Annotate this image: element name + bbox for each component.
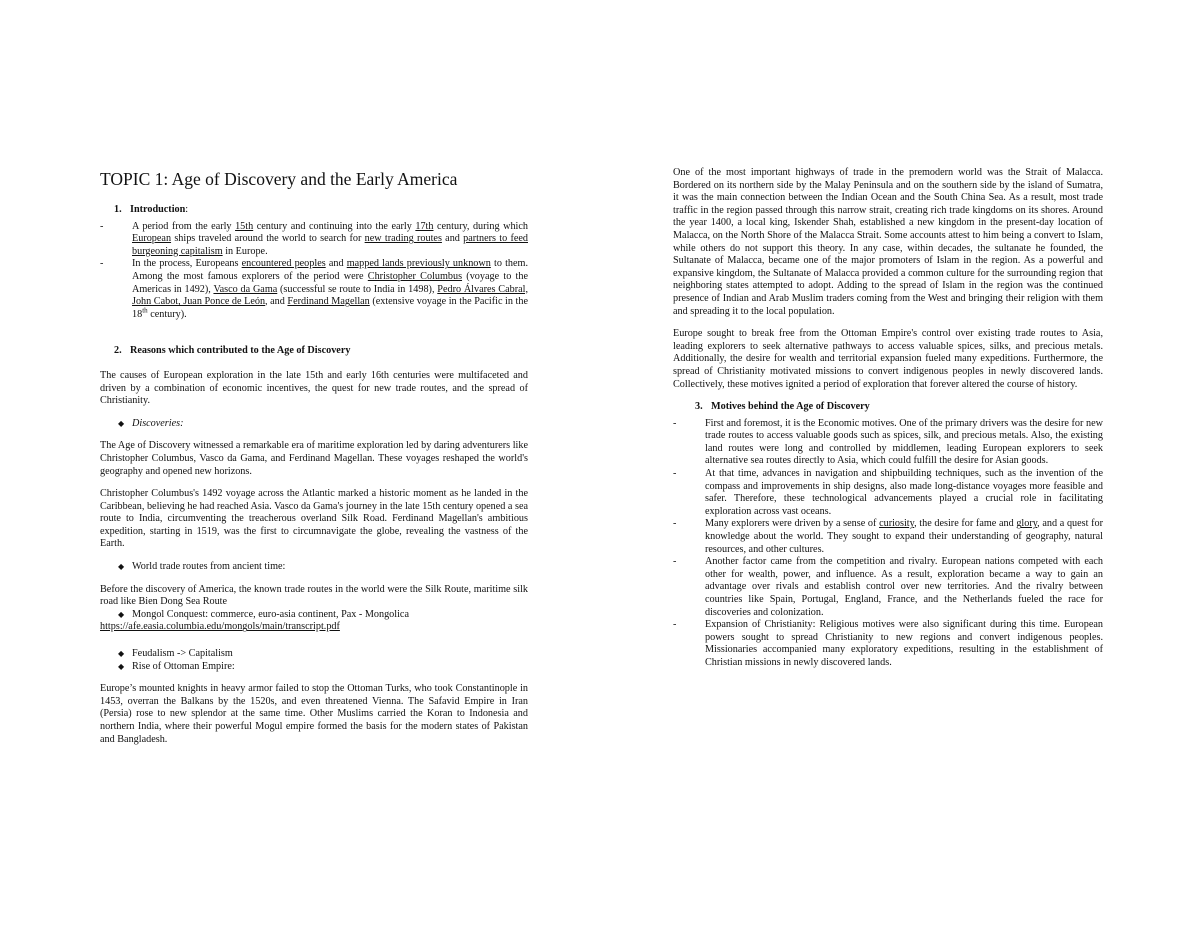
underlined-text: new trading routes <box>364 233 442 245</box>
page-title: TOPIC 1: Age of Discovery and the Early America <box>100 169 458 189</box>
underlined-text: encountered peoples <box>241 258 326 270</box>
underlined-text: European <box>132 233 172 245</box>
section-heading-motives <box>673 401 1103 414</box>
underlined-text: Vasco da Gama <box>213 283 278 295</box>
paragraph-columbus: Christopher Columbus's 1492 voyage across the Atlantic marked a historic moment as he landed in the Caribbean, believing he had reached Asia. Vasco da Gama's journey in the late 15th century opened a sea route to India, circumventing the treacherous overland Silk Road. Ferdinand Magellan's ambitious expedition, starting in 1519, was the first to circumnavigate the globe, revealing the vastness of the Earth. <box>100 488 528 550</box>
text-run: , and <box>265 296 288 308</box>
section-colon: : <box>185 204 189 215</box>
text-run: century). <box>147 308 187 320</box>
section-title: Reasons which contributed to the Age of Discovery <box>130 345 351 357</box>
section-number: 1. <box>114 204 122 215</box>
bullet-label: World trade routes from ancient time: <box>132 561 286 573</box>
underlined-text: 17th <box>415 220 434 232</box>
underlined-text: Pedro Álvares Cabral, John Cabot, Juan Ponce de León <box>132 283 528 308</box>
section-number: 3. <box>695 401 703 413</box>
underlined-text: Christopher Columbus <box>367 270 463 282</box>
bullet-label: Discoveries: <box>132 417 184 429</box>
list-item: - Expansion of Christianity: Religious motives were also significant during this time. European powers sought to spread Christianity to new regions and convert indigenous peoples. Missionaries accompanied many exploratory expeditions, resulting in the establishment of Christian missions in newly discovered lands. <box>673 619 1103 669</box>
list-item <box>100 418 528 431</box>
underlined-text: curiosity <box>879 518 915 530</box>
underlined-text: glory <box>1016 518 1038 530</box>
section-heading-introduction <box>100 204 528 217</box>
list-item <box>100 661 528 674</box>
paragraph-age-of-discovery: The Age of Discovery witnessed a remarkable era of maritime exploration led by daring adventurers like Christopher Columbus, Vasco da Gama, and Ferdinand Magellan. These voyages reshaped the world's geography and opened new horizons. <box>100 440 528 477</box>
superscript: th <box>142 306 148 315</box>
text-run: ships traveled around the world to search for <box>171 233 365 245</box>
underlined-text: 15th <box>235 220 254 232</box>
text-run: Many explorers were driven by a sense of <box>705 518 880 530</box>
world-trade-list <box>100 561 528 574</box>
list-item <box>673 518 1103 556</box>
section-heading-reasons <box>100 345 528 358</box>
text-run: century, during which <box>433 220 528 232</box>
discoveries-list <box>100 418 528 431</box>
list-item <box>100 221 528 259</box>
underlined-text: partners to feed burgeoning capitalism <box>132 233 528 257</box>
motives-list <box>673 418 1103 670</box>
bullet-label: Feudalism -> Capitalism <box>132 648 233 660</box>
section-number: 2. <box>114 345 122 357</box>
diamond-bullet-icon: ◆ <box>118 562 125 572</box>
diamond-bullet-icon: ◆ <box>118 418 125 428</box>
section-title: Introduction <box>130 204 186 215</box>
section-title: Motives behind the Age of Discovery <box>711 401 870 413</box>
paragraph-europe-knights: Europe’s mounted knights in heavy armor failed to stop the Ottoman Turks, who took Constantinople in 1453, overran the Balkans by the 1520s, and even threatened Vienna. The Safavid Empire in Iran (Persia) rose to new splendor at the same time. Other Muslims carried the Koran to Indonesia and northern India, where their powerful Mogul empire formed the basis for the modern states of Pakistan and Bangladesh. <box>100 683 528 745</box>
list-item: - Another factor came from the competition and rivalry. European nations competed with each other for wealth, power, and influence. As a result, exploration became a way to gain an advantage over rivals and establish control over new territories. And the rivalry between countries like Spain, Portugal, England, France, and the Netherlands fueled the race for discoveries and colonization. <box>673 556 1103 619</box>
text-run: , and a quest for knowledge about the world. They sought to expand their understanding of geography, natural resources, and other cultures. <box>705 518 1103 555</box>
paragraph-causes: The causes of European exploration in the late 15th and early 16th centuries were multifaceted and driven by a combination of economic incentives, the quest for new trade routes, and the spread of Christianity. <box>100 369 528 407</box>
mongol-transcript-link[interactable]: https://afe.easia.columbia.edu/mongols/main/transcript.pdf <box>100 621 340 633</box>
text-run: (extensive voyage in the Pacific in the 18 <box>132 296 528 320</box>
underlined-text: mapped lands previously unknown <box>346 258 491 270</box>
left-column <box>100 168 528 756</box>
list-item <box>100 561 528 574</box>
introduction-list <box>100 221 528 322</box>
text-run: (successful se route to India in 1498), <box>277 283 438 295</box>
text-run: in Europe. <box>222 245 268 257</box>
list-item: - At that time, advances in navigation and shipbuilding techniques, such as the invention of the compass and improvements in ship designs, also made long-distance voyages more feasible and safer. Therefore, these technological advancements played a crucial role in facilitating exploration across vast oceans. <box>673 468 1103 518</box>
list-item <box>100 648 528 661</box>
bullet-label: Mongol Conquest: commerce, euro-asia continent, Pax - Mongolica <box>132 608 409 620</box>
text-run: A period from the early <box>132 220 236 232</box>
underlined-text: Ferdinand Magellan <box>287 296 370 308</box>
text-run: and <box>325 258 347 270</box>
list-item <box>100 258 528 321</box>
text-run: and <box>441 233 464 245</box>
paragraph-before-discovery: Before the discovery of America, the known trade routes in the world were the Silk Route, maritime silk road like Bien Dong Sea Route <box>100 583 528 608</box>
text-run: (voyage to the Americas in 1492), <box>132 270 528 295</box>
paragraph-malacca: One of the most important highways of trade in the premodern world was the Strait of Malacca. Bordered on its northern side by the Malay Peninsula and on the southern side by the island of Sumatra, it was the main connection between the Indian Ocean and the South China Sea. As a result, most trade traffic in the region passed through this narrow strait, creating rich trade kingdoms on its shores. Around the year 1400, a local king, Iskender Shah, established a new kingdom in the present-day location of Malacca, on the North Shore of the Malacca Strait. Some accounts attest to him being a convert to Islam, while others do not support this theory. In any case, within decades, the sultanate he founded, the Sultanate of Malacca, became one of the major promoters of Islam in the region. As a powerful and expansive kingdom, the Sultanate of Malacca provided a common culture for the surrounding region that neighboring states attempted to adopt. Adding to the spread of Islam in the region was the continued presence of Indian and Arab Muslim traders coming from the West and bringing their religion with them and spreading it to the local population. <box>673 167 1103 317</box>
diamond-bullet-icon: ◆ <box>118 661 125 671</box>
list-item: - First and foremost, it is the Economic motives. One of the primary drivers was the desire for new trade routes to access valuable goods such as spices, silk, and precious metals. Also, the existing land routes were long and controlled by middlemen, leading European explorers to seek alternative sea routes directly to Asia, which could fulfill the desire for Asian goods. <box>673 418 1103 468</box>
text-run: In the process, Europeans <box>132 258 242 270</box>
feudalism-list <box>100 648 528 673</box>
text-run: century and continuing into the early <box>253 220 416 232</box>
right-column <box>673 167 1103 680</box>
diamond-bullet-icon: ◆ <box>118 649 125 659</box>
bullet-label: Rise of Ottoman Empire: <box>132 660 235 672</box>
mongol-list <box>100 609 528 622</box>
paragraph-ottoman-control: Europe sought to break free from the Ottoman Empire's control over existing trade routes to Asia, leading explorers to seek alternative pathways to access valuable spices, silks, and precious metals. Additionally, the desire for wealth and territorial expansion fueled many expeditions. Furthermore, the spread of Christianity motivated missions to convert indigenous peoples in newly discovered lands. Collectively, these motives ignited a period of exploration that forever altered the course of history. <box>673 328 1103 390</box>
text-run: to them. Among the most famous explorers of the period were <box>132 258 529 282</box>
diamond-bullet-icon: ◆ <box>118 609 125 619</box>
list-item <box>100 609 528 622</box>
text-run: , the desire for fame and <box>914 518 1017 530</box>
